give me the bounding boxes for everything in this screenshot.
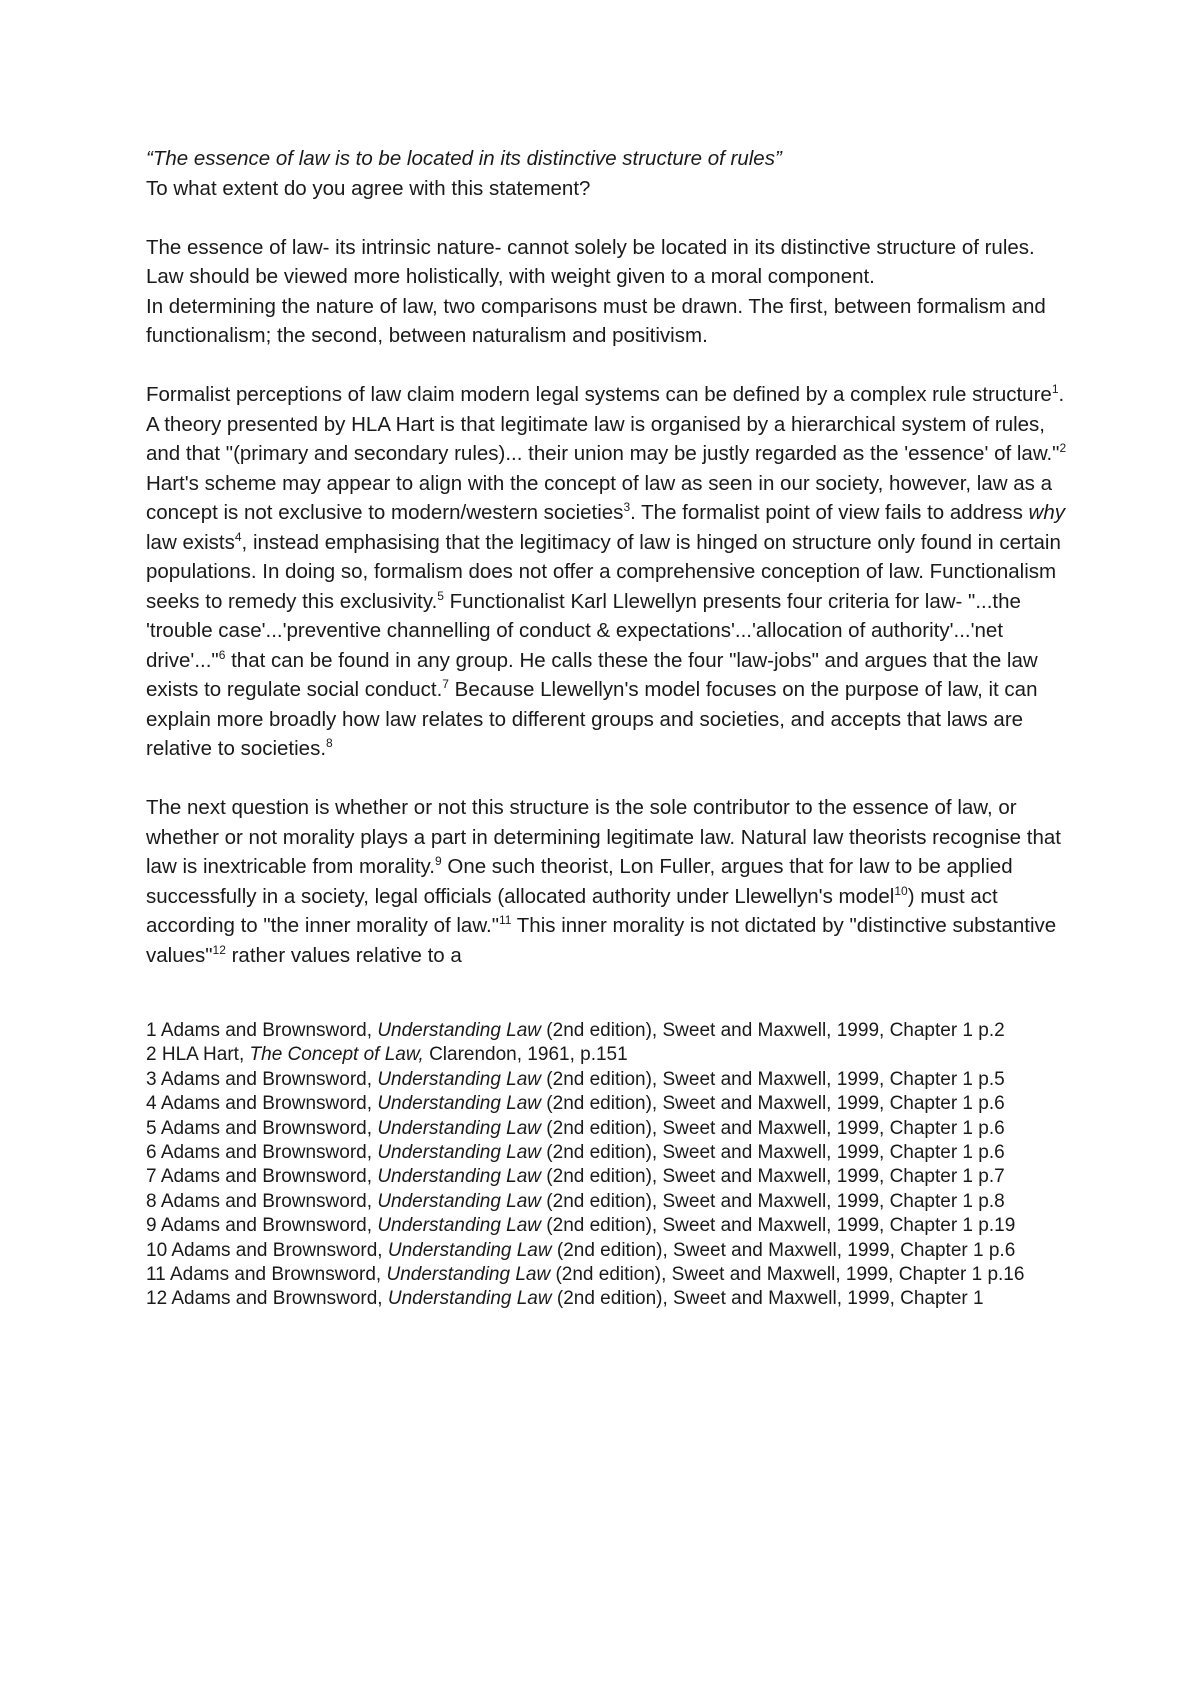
footnote: [146, 1117, 1076, 1141]
text-run: ) must act according to "the inner morality of law.": [146, 884, 998, 937]
footnote-ref-11[interactable]: 11: [498, 913, 512, 928]
essay-question: To what extent do you agree with this statement?: [146, 176, 591, 200]
footnote-details: (2nd edition), Sweet and Maxwell, 1999, Chapter 1 p.6: [541, 1117, 1005, 1139]
footnote-number: 8: [146, 1190, 157, 1212]
footnote-ref-12[interactable]: 12: [212, 942, 226, 957]
footnote-title: The Concept of Law,: [249, 1044, 424, 1066]
footnote-author: Adams and Brownsword,: [171, 1239, 388, 1261]
footnote-ref-9[interactable]: 9: [434, 854, 442, 869]
footnote-number: 5: [146, 1117, 157, 1139]
footnote-author: Adams and Brownsword,: [169, 1264, 387, 1286]
footnote-ref-3[interactable]: 3: [623, 500, 631, 515]
text-run: Formalist perceptions of law claim modern legal systems can be defined by a complex rule structure: [146, 383, 1052, 406]
footnote-author: Adams and Brownsword,: [160, 1093, 378, 1115]
footnote-ref-8[interactable]: 8: [326, 736, 333, 751]
text-run: law exists: [146, 530, 235, 554]
text-run: rather values relative to a: [225, 943, 462, 967]
footnote-ref-2[interactable]: 2: [1059, 441, 1067, 456]
footnote-author: Adams and Brownsword,: [160, 1142, 378, 1164]
footnote: [146, 1239, 1076, 1263]
footnote-details: (2nd edition), Sweet and Maxwell, 1999, Chapter 1: [551, 1288, 984, 1310]
footnotes-section: [146, 1019, 1076, 1312]
footnote: [146, 1165, 1076, 1189]
footnote-details: (2nd edition), Sweet and Maxwell, 1999, Chapter 1 p.8: [541, 1190, 1005, 1212]
footnote-author: Adams and Brownsword,: [160, 1166, 378, 1188]
footnote-title: Understanding Law: [386, 1264, 551, 1286]
footnote-details: (2nd edition), Sweet and Maxwell, 1999, Chapter 1 p.19: [541, 1215, 1016, 1237]
formalism-paragraph: [146, 380, 1076, 764]
footnote-author: Adams and Brownsword,: [160, 1068, 378, 1090]
footnote-author: Adams and Brownsword,: [160, 1190, 378, 1212]
footnote-author: Adams and Brownsword,: [171, 1288, 388, 1310]
footnote-author: Adams and Brownsword,: [160, 1020, 378, 1041]
text-run: . A theory presented by HLA Hart is that legitimate law is organised by a hierarchical system of rules, and that "(primary and secondary rules)... their union may be justly regarded as the 'essence' of law.": [146, 383, 1065, 465]
emphasis-why: why: [1028, 501, 1066, 524]
footnote-title: Understanding Law: [377, 1068, 542, 1090]
footnote-number: 3: [146, 1068, 157, 1090]
footnote: [146, 1190, 1076, 1214]
footnote-title: Understanding Law: [377, 1093, 542, 1115]
essay-body: [146, 144, 1076, 970]
footnote-number: 9: [146, 1215, 157, 1237]
footnote-author: HLA Hart,: [161, 1044, 250, 1066]
footnote-details: (2nd edition), Sweet and Maxwell, 1999, Chapter 1 p.6: [541, 1142, 1005, 1164]
footnote-title: Understanding Law: [387, 1239, 552, 1261]
footnote-ref-5[interactable]: 5: [437, 588, 444, 603]
footnote-details: (2nd edition), Sweet and Maxwell, 1999, Chapter 1 p.7: [541, 1166, 1005, 1188]
footnote-number: 7: [146, 1166, 157, 1188]
footnote-ref-7[interactable]: 7: [442, 677, 449, 692]
morality-paragraph: [146, 793, 1076, 970]
text-run: The next question is whether or not this structure is the sole contributor to the essence of law, or whether or not morality plays a part in determining legitimate law. Natural law theorists recognise that law is inextricable from morality.: [146, 796, 1061, 878]
footnote-title: Understanding Law: [377, 1020, 542, 1041]
text-run: Because Llewellyn's model focuses on the purpose of law, it can explain more broadly how law relates to different groups and societies, and accepts that laws are relative to societies.: [146, 678, 1038, 760]
footnote-author: Adams and Brownsword,: [160, 1215, 378, 1237]
footnote-ref-10[interactable]: 10: [894, 883, 908, 898]
quote-text: “The essence of law is to be located in its distinctive structure of rules”: [146, 147, 782, 170]
footnote-title: Understanding Law: [377, 1215, 542, 1237]
text-run: that can be found in any group. He calls these the four "law-jobs" and argues that the law exists to regulate social conduct.: [146, 648, 1038, 701]
footnote: [146, 1287, 1076, 1311]
footnote: [146, 1214, 1076, 1238]
footnote-details: (2nd edition), Sweet and Maxwell, 1999, Chapter 1 p.6: [541, 1093, 1005, 1115]
footnote-ref-6[interactable]: 6: [218, 647, 226, 662]
text-run: This inner morality is not dictated by "distinctive substantive values": [146, 914, 1057, 967]
footnote-author: Adams and Brownsword,: [160, 1117, 378, 1139]
footnote: [146, 1092, 1076, 1116]
paragraph-gap: [146, 351, 1076, 381]
footnote-details: (2nd edition), Sweet and Maxwell, 1999, Chapter 1 p.6: [551, 1239, 1016, 1261]
footnote-title: Understanding Law: [377, 1190, 542, 1212]
footnote-details: (2nd edition), Sweet and Maxwell, 1999, Chapter 1 p.16: [550, 1264, 1025, 1286]
footnote-details: Clarendon, 1961, p.151: [423, 1044, 628, 1066]
paragraph-gap: [146, 764, 1076, 794]
text-run: Hart's scheme may appear to align with the concept of law as seen in our society, however, law as a concept is not exclusive to modern/western societies: [146, 471, 1052, 524]
footnote-ref-1[interactable]: 1: [1051, 382, 1059, 397]
text-run: . The formalist point of view fails to address: [630, 501, 1029, 524]
footnote: [146, 1141, 1076, 1165]
footnote-details: (2nd edition), Sweet and Maxwell, 1999, Chapter 1 p.5: [541, 1068, 1005, 1090]
footnote-title: Understanding Law: [377, 1166, 542, 1188]
footnote-number: 11: [146, 1264, 166, 1286]
text-run: One such theorist, Lon Fuller, argues that for law to be applied successfully in a society, legal officials (allocated authority under Llewellyn's model: [146, 855, 1013, 908]
footnote-title: Understanding Law: [377, 1117, 542, 1139]
footnote-title: Understanding Law: [387, 1288, 552, 1310]
paragraph-gap: [146, 203, 1076, 233]
footnote: [146, 1068, 1076, 1092]
intro-paragraph-1: The essence of law- its intrinsic nature- cannot solely be located in its distinctive structure of rules. Law should be viewed more holistically, with weight given to a moral component.: [146, 235, 1035, 288]
footnote: [146, 1263, 1076, 1287]
footnote-number: 2: [146, 1044, 157, 1066]
footnote-number: 12: [146, 1288, 168, 1310]
footnote-title: Understanding Law: [377, 1142, 542, 1164]
footnote-details: (2nd edition), Sweet and Maxwell, 1999, Chapter 1 p.2: [541, 1020, 1005, 1041]
footnote-ref-4[interactable]: 4: [234, 529, 242, 544]
footnote-number: 4: [146, 1093, 157, 1115]
footnote-number: 6: [146, 1142, 157, 1164]
essay-quote: [146, 144, 1076, 174]
footnote-number: 10: [146, 1239, 168, 1261]
text-run: Functionalist Karl Llewellyn presents four criteria for law- "...the 'trouble case'...'preventive channelling of conduct & expectations'...'allocation of authority'...'net drive'...": [146, 589, 1021, 672]
footnote: [146, 1019, 1076, 1043]
footnote-number: 1: [146, 1020, 157, 1041]
text-run: , instead emphasising that the legitimacy of law is hinged on structure only found in certain populations. In doing so, formalism does not offer a comprehensive conception of law. Functionalism seeks to remedy this exclusivity.: [146, 530, 1061, 613]
footnote: [146, 1043, 1076, 1067]
intro-paragraph-2: In determining the nature of law, two comparisons must be drawn. The first, between formalism and functionalism; the second, between naturalism and positivism.: [146, 294, 1046, 347]
